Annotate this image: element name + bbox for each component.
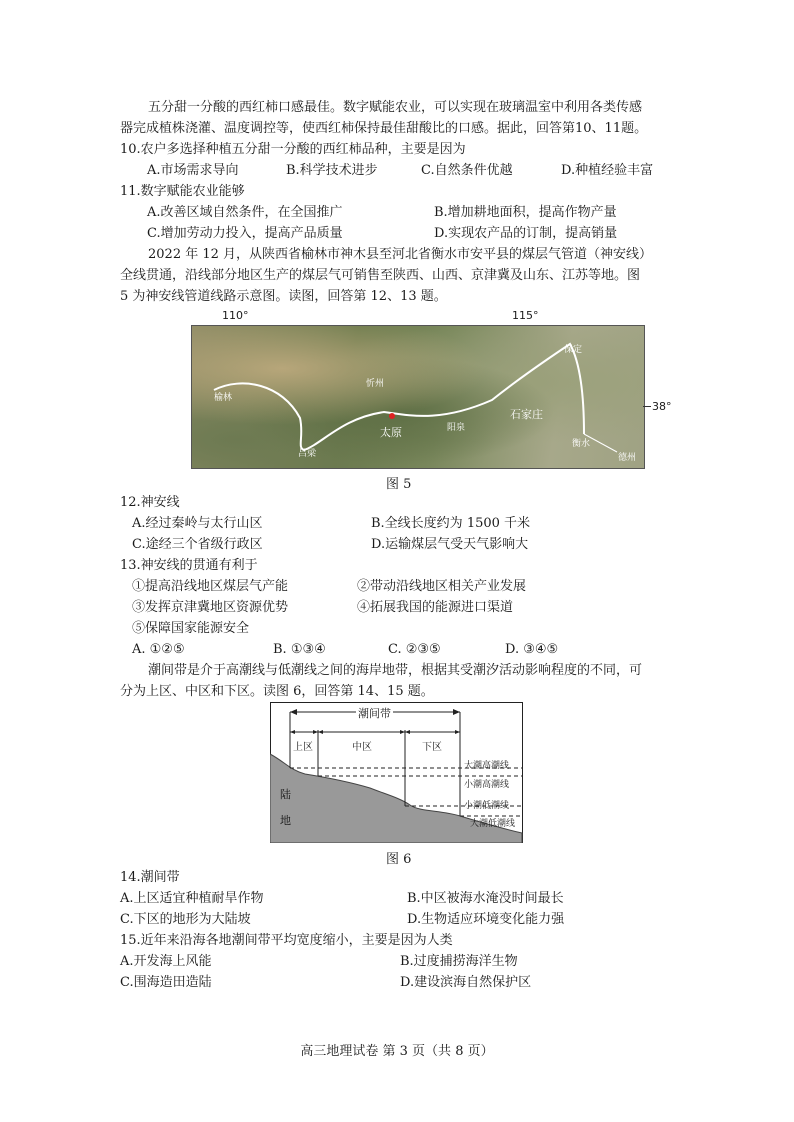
- q12-stem: 12.神安线: [120, 495, 180, 510]
- intro-12-13-line3: 5 为神安线管道线路示意图。读图，回答第 12、13 题。: [120, 289, 447, 304]
- fig5-lat-38: 38°: [652, 400, 672, 413]
- q11-option-b[interactable]: B.增加耕地面积，提高作物产量: [434, 205, 617, 220]
- fig5-caption: 图 5: [386, 477, 412, 492]
- q13-item-2: ②带动沿线地区相关产业发展: [357, 579, 527, 594]
- place-yangquan: 阳泉: [447, 423, 466, 433]
- fig6-land-2: 地: [280, 814, 291, 827]
- fig6-zone-lower: 下区: [422, 742, 442, 753]
- q10-stem: 10.农户多选择种植五分甜一分酸的西红柿品种，主要是因为: [120, 142, 466, 157]
- intro-14-15-line2: 分为上区、中区和下区。读图 6，回答第 14、15 题。: [120, 684, 434, 699]
- place-hengshui: 衡水: [572, 439, 591, 449]
- q11-option-d[interactable]: D.实现农产品的订制，提高销量: [434, 226, 618, 241]
- fig5-lat-tick: [643, 406, 651, 407]
- fig6-caption: 图 6: [386, 852, 412, 867]
- q13-option-b[interactable]: B. ①③④: [273, 642, 326, 657]
- q15-option-c[interactable]: C.围海造田造陆: [120, 975, 212, 990]
- q13-option-a[interactable]: A. ①②⑤: [132, 642, 185, 657]
- fig6-title: 潮间带: [358, 707, 391, 720]
- q15-stem: 15.近年来沿海各地潮间带平均宽度缩小，主要是因为人类: [120, 933, 453, 948]
- page-footer: 高三地理试卷 第 3 页（共 8 页）: [300, 1044, 494, 1059]
- q15-option-b[interactable]: B.过度捕捞海洋生物: [400, 954, 518, 969]
- q13-item-3: ③发挥京津冀地区资源优势: [132, 600, 289, 615]
- place-dezhou: 德州: [618, 453, 637, 463]
- q15-option-d[interactable]: D.建设滨海自然保护区: [400, 975, 532, 990]
- q14-option-d[interactable]: D.生物适应环境变化能力强: [407, 912, 565, 927]
- intro-12-13-line2: 全线贯通，沿线部分地区生产的煤层气可销售至陕西、山西、京津冀及山东、江苏等地。图: [120, 268, 641, 283]
- fig6-line-neap-low: 小潮低潮线: [464, 801, 510, 811]
- fig6-zone-upper: 上区: [293, 742, 313, 753]
- q15-option-a[interactable]: A.开发海上风能: [120, 954, 212, 969]
- q13-stem: 13.神安线的贯通有利于: [120, 558, 258, 573]
- intro-12-13-line1: 2022 年 12 月，从陕西省榆林市神木县至河北省衡水市安平县的煤层气管道（神安线）: [148, 247, 653, 262]
- intro-10-11-line1: 五分甜一分酸的西红柿口感最佳。数字赋能农业，可以实现在玻璃温室中利用各类传感: [148, 100, 643, 115]
- place-shijiazhuang: 石家庄: [510, 408, 543, 421]
- q13-option-d[interactable]: D. ③④⑤: [505, 642, 559, 657]
- q13-item-1: ①提高沿线地区煤层气产能: [132, 579, 289, 594]
- q12-option-b[interactable]: B.全线长度约为 1500 千米: [371, 516, 531, 531]
- fig6-line-neap-high: 小潮高潮线: [464, 780, 510, 790]
- place-xinzhou: 忻州: [366, 379, 385, 389]
- place-taiyuan: 太原: [380, 426, 402, 439]
- place-lvliang: 吕梁: [298, 449, 317, 459]
- q13-option-c[interactable]: C. ②③⑤: [388, 642, 441, 657]
- fig5-lon-110: 110°: [222, 309, 249, 322]
- fig6-zone-middle: 中区: [352, 742, 372, 753]
- place-yulin: 榆林: [214, 393, 233, 403]
- intro-14-15-line1: 潮间带是介于高潮线与低潮线之间的海岸地带，根据其受潮汐活动影响程度的不同，可: [148, 663, 643, 678]
- fig6-line-spring-low: 大潮低潮线: [470, 819, 516, 829]
- fig6-intertidal-diagram: [270, 702, 523, 843]
- q14-option-b[interactable]: B.中区被海水淹没时间最长: [407, 891, 564, 906]
- q13-item-4: ④拓展我国的能源进口渠道: [357, 600, 514, 615]
- fig6-land-1: 陆: [280, 788, 291, 801]
- fig5-satellite-map: [191, 325, 645, 469]
- q10-option-a[interactable]: A.市场需求导向: [147, 163, 239, 178]
- q11-option-c[interactable]: C.增加劳动力投入，提高产品质量: [147, 226, 343, 241]
- q12-option-a[interactable]: A.经过秦岭与太行山区: [132, 516, 263, 531]
- q13-item-5: ⑤保障国家能源安全: [132, 621, 250, 636]
- q10-option-b[interactable]: B.科学技术进步: [286, 163, 378, 178]
- q11-option-a[interactable]: A.改善区域自然条件，在全国推广: [147, 205, 343, 220]
- place-baoding: 保定: [564, 345, 583, 355]
- q10-option-c[interactable]: C.自然条件优越: [421, 163, 513, 178]
- q12-option-d[interactable]: D.运输煤层气受天气影响大: [371, 537, 529, 552]
- q14-option-a[interactable]: A.上区适宜种植耐旱作物: [120, 891, 264, 906]
- fig5-lon-115: 115°: [512, 309, 539, 322]
- intro-10-11-line2: 器完成植株浇灌、温度调控等，使西红柿保持最佳甜酸比的口感。据此，回答第10、11题。: [120, 121, 648, 136]
- q11-stem: 11.数字赋能农业能够: [120, 184, 245, 199]
- q14-option-c[interactable]: C.下区的地形为大陆坡: [120, 912, 251, 927]
- q12-option-c[interactable]: C.途经三个省级行政区: [132, 537, 263, 552]
- q14-stem: 14.潮间带: [120, 870, 180, 885]
- q10-option-d[interactable]: D.种植经验丰富: [561, 163, 654, 178]
- fig6-line-spring-high: 大潮高潮线: [464, 761, 510, 771]
